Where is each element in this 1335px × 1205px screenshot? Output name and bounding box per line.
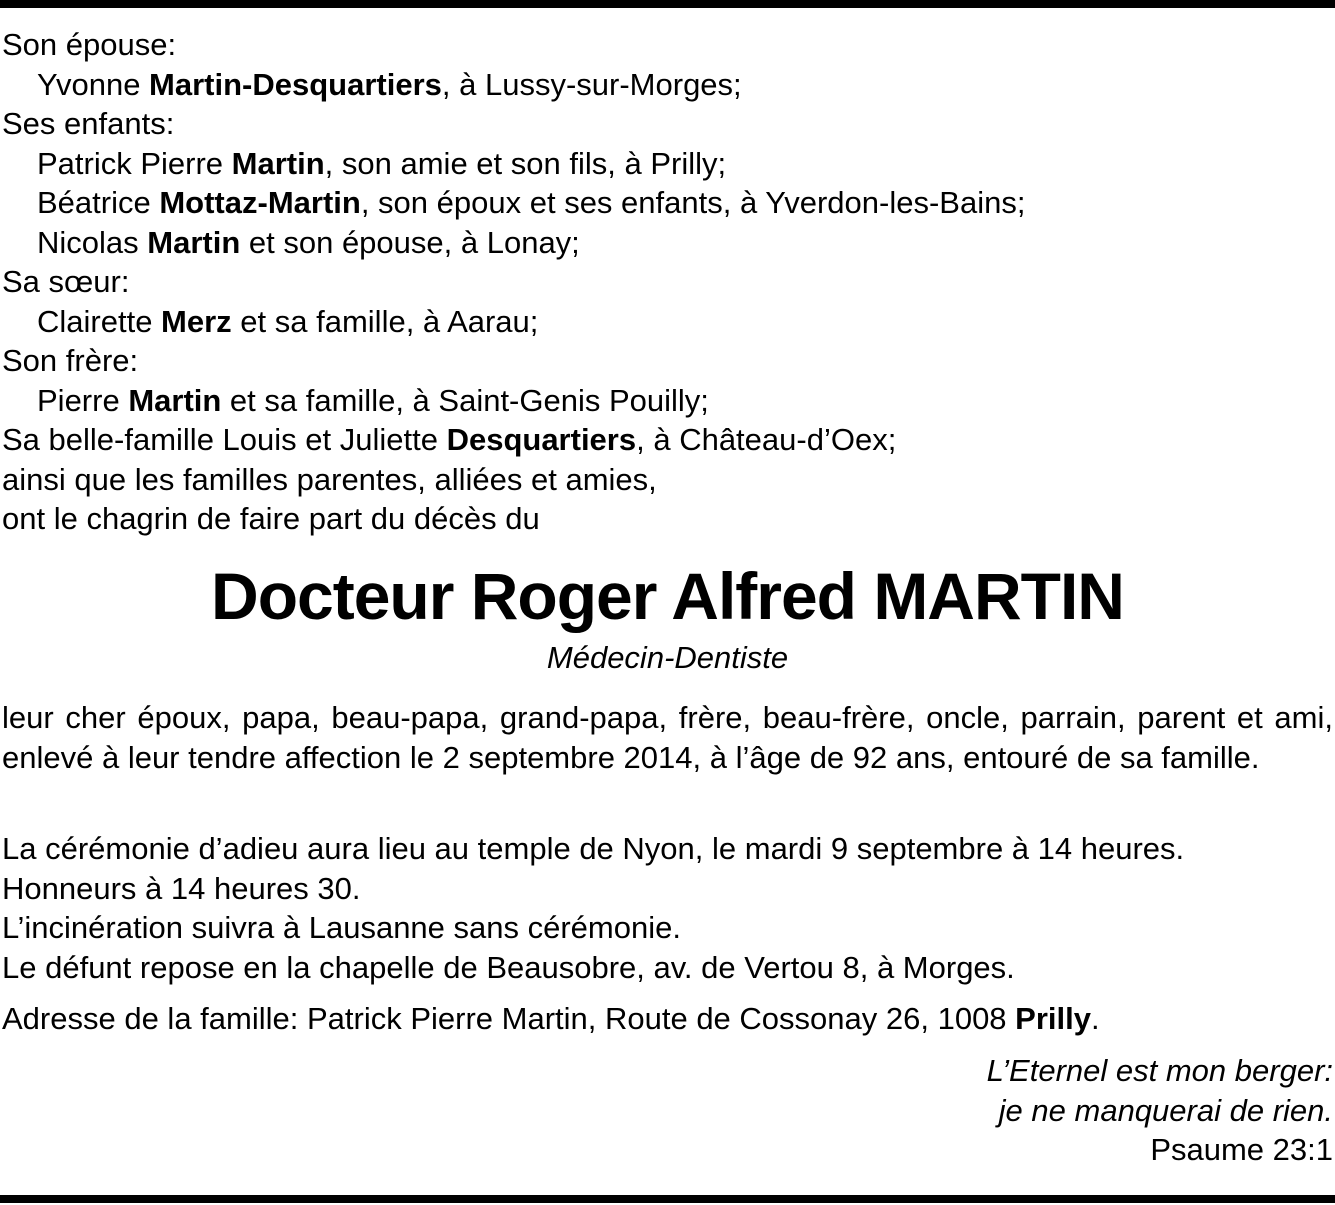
resting-place-line: Le défunt repose en la chapelle de Beausobre, av. de Vertou 8, à Morges. [2, 949, 1015, 985]
heading-wife: Son épouse: [2, 27, 177, 62]
heading-sister: Sa sœur: [2, 264, 130, 299]
deceased-profession: Médecin-Dentiste [546, 640, 789, 675]
bottom-rule [0, 1195, 1335, 1203]
child-entry-nicolas: Nicolas Martin et son épouse, à Lonay; [37, 224, 580, 260]
brother-entry: Pierre Martin et sa famille, à Saint-Genis Pouilly; [37, 382, 709, 418]
relatives-line: ainsi que les familles parentes, alliées et amies, [2, 461, 657, 497]
sister-entry: Clairette Merz et sa famille, à Aarau; [37, 303, 539, 339]
honours-line: Honneurs à 14 heures 30. [2, 870, 361, 906]
child-entry-patrick: Patrick Pierre Martin, son amie et son fils, à Prilly; [37, 145, 727, 181]
in-laws-entry: Sa belle-famille Louis et Juliette Desquartiers, à Château-d’Oex; [2, 422, 897, 457]
family-address: Adresse de la famille: Patrick Pierre Martin, Route de Cossonay 26, 1008 Prilly. [2, 1001, 1100, 1036]
incineration-line: L’incinération suivra à Lausanne sans cérémonie. [2, 910, 681, 945]
heading-brother: Son frère: [2, 343, 139, 378]
wife-entry: Yvonne Martin-Desquartiers, à Lussy-sur-Morges; [37, 66, 742, 102]
tribute-paragraph: leur cher époux, papa, beau-papa, grand-papa, frère, beau-frère, oncle, parrain, parent et ami, enlevé à leur tendre affection le 2 septembre 2014, à l’âge de 92 ans, entouré de sa famille. [2, 700, 1333, 775]
ceremony-info [2, 829, 1333, 987]
heading-children: Ses enfants: [2, 106, 175, 141]
ceremony-line: La cérémonie d’adieu aura lieu au temple de Nyon, le mardi 9 septembre à 14 heures. [2, 831, 1185, 866]
verse-line-1: L’Eternel est mon berger: [986, 1053, 1333, 1088]
deceased-name: Docteur Roger Alfred MARTIN [211, 559, 1124, 633]
family-list [2, 25, 1333, 539]
verse-line-2: je ne manquerai de rien. [998, 1092, 1333, 1128]
announcement-line: ont le chagrin de faire part du décès du [2, 501, 540, 536]
top-rule [0, 0, 1335, 8]
verse-reference: Psaume 23:1 [1150, 1132, 1333, 1167]
child-entry-beatrice: Béatrice Mottaz-Martin, son époux et ses enfants, à Yverdon-les-Bains; [37, 185, 1026, 220]
bible-verse [987, 1051, 1333, 1170]
